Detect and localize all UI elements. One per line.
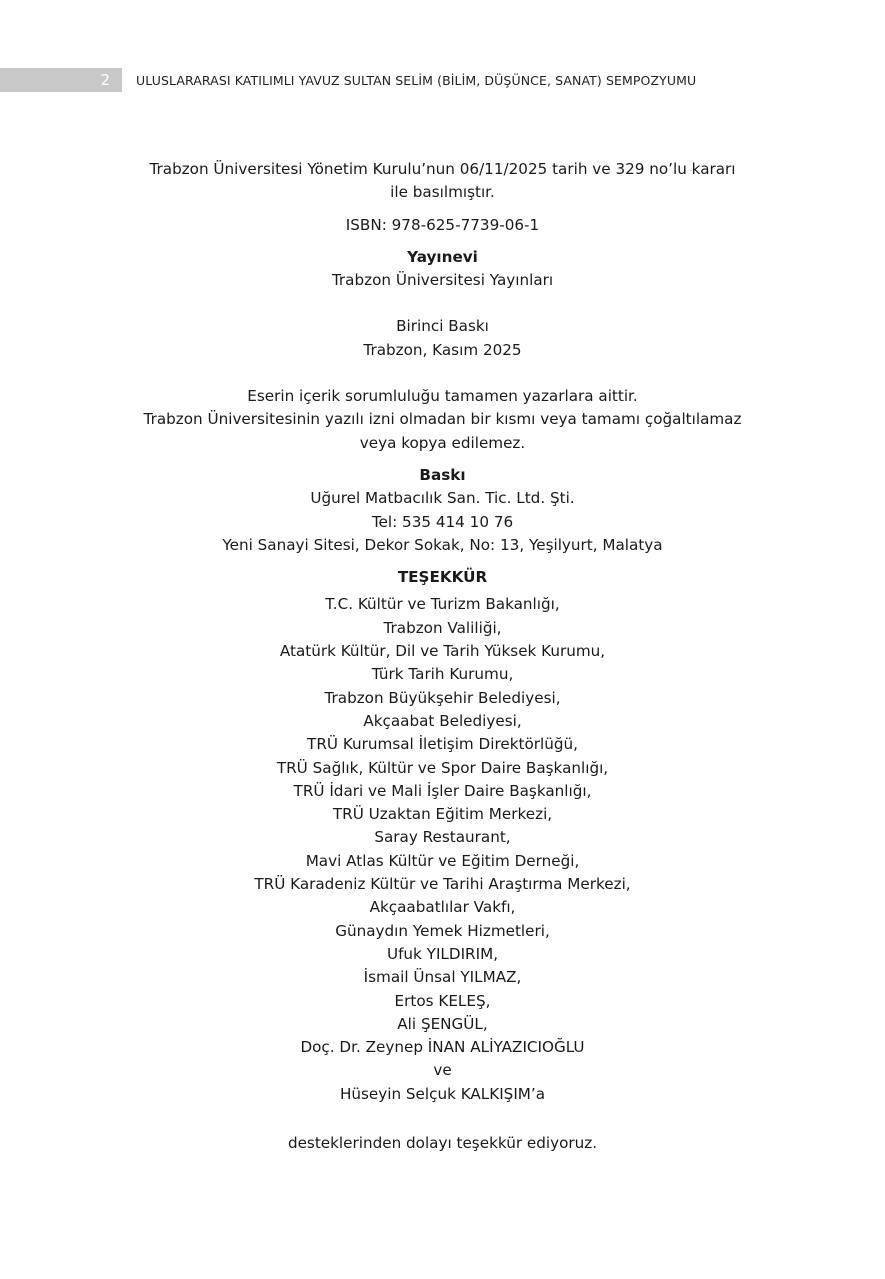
imprint-content: [110, 158, 775, 1155]
thanks-item: TRÜ Sağlık, Kültür ve Spor Daire Başkanlığı,: [276, 758, 609, 777]
thanks-item: ve: [433, 1061, 452, 1080]
thanks-item: İsmail Ünsal YILMAZ,: [363, 968, 522, 987]
thanks-item: T.C. Kültür ve Turizm Bakanlığı,: [325, 595, 560, 614]
thanks-heading: TEŞEKKÜR: [397, 568, 488, 587]
isbn: ISBN: 978-625-7739-06-1: [345, 215, 540, 234]
approval-line-1: Trabzon Üniversitesi Yönetim Kurulu’nun 06/11/2025 tarih ve 329 no’lu kararı: [149, 160, 736, 178]
thanks-item: TRÜ Karadeniz Kültür ve Tarihi Araştırma Merkezi,: [254, 875, 631, 894]
thanks-item: Türk Tarih Kurumu,: [371, 665, 514, 684]
printing-company: Uğurel Matbacılık San. Tic. Ltd. Şti.: [310, 489, 575, 508]
thanks-list: [110, 593, 775, 1106]
thanks-item: Ali ŞENGÜL,: [397, 1014, 488, 1033]
publisher-heading: Yayınevi: [407, 247, 478, 266]
page-number-bar: [0, 68, 122, 92]
thanks-item: Günaydın Yemek Hizmetleri,: [335, 921, 550, 940]
thanks-item: TRÜ Uzaktan Eğitim Merkezi,: [332, 805, 553, 824]
thanks-item: Hüseyin Selçuk KALKIŞIM’a: [339, 1084, 546, 1103]
rights-line-2: Trabzon Üniversitesinin yazılı izni olmadan bir kısmı veya tamamı çoğaltılamaz: [143, 410, 742, 429]
running-title: ULUSLARARASI KATILIMLI YAVUZ SULTAN SELİM (BİLİM, DÜŞÜNCE, SANAT) SEMPOZYUMU: [136, 73, 697, 88]
printing-heading: Baskı: [419, 465, 466, 484]
thanks-item: TRÜ İdari ve Mali İşler Daire Başkanlığı,: [293, 781, 592, 800]
page-header: [0, 68, 885, 92]
thanks-item: Atatürk Kültür, Dil ve Tarih Yüksek Kurumu,: [279, 642, 606, 661]
thanks-item: Ertos KELEŞ,: [394, 991, 491, 1010]
printing-address: Yeni Sanayi Sitesi, Dekor Sokak, No: 13, Yeşilyurt, Malatya: [222, 535, 663, 554]
thanks-item: Ufuk YILDIRIM,: [386, 944, 499, 963]
page-number: 2: [100, 71, 110, 89]
thanks-item: Akçaabat Belediyesi,: [363, 711, 522, 730]
thanks-item: Trabzon Valiliği,: [383, 618, 502, 637]
approval-line-2: ile basılmıştır.: [390, 183, 495, 202]
thanks-item: Trabzon Büyükşehir Belediyesi,: [324, 688, 561, 707]
printing-phone: Tel: 535 414 10 76: [371, 512, 514, 531]
thanks-item: Doç. Dr. Zeynep İNAN ALİYAZICIOĞLU: [300, 1038, 585, 1057]
rights-line-3: veya kopya edilemez.: [359, 433, 526, 452]
rights-line-1: Eserin içerik sorumluluğu tamamen yazarlara aittir.: [247, 387, 638, 406]
edition: Birinci Baskı: [396, 317, 489, 336]
thanks-item: Saray Restaurant,: [374, 828, 511, 847]
thanks-item: Mavi Atlas Kültür ve Eğitim Derneği,: [305, 851, 580, 870]
thanks-item: Akçaabatlılar Vakfı,: [369, 898, 516, 917]
publisher-name: Trabzon Üniversitesi Yayınları: [331, 271, 554, 290]
edition-place-date: Trabzon, Kasım 2025: [363, 340, 522, 359]
thanks-item: TRÜ Kurumsal İletişim Direktörlüğü,: [307, 735, 578, 754]
thanks-closing: desteklerinden dolayı teşekkür ediyoruz.: [287, 1133, 598, 1152]
